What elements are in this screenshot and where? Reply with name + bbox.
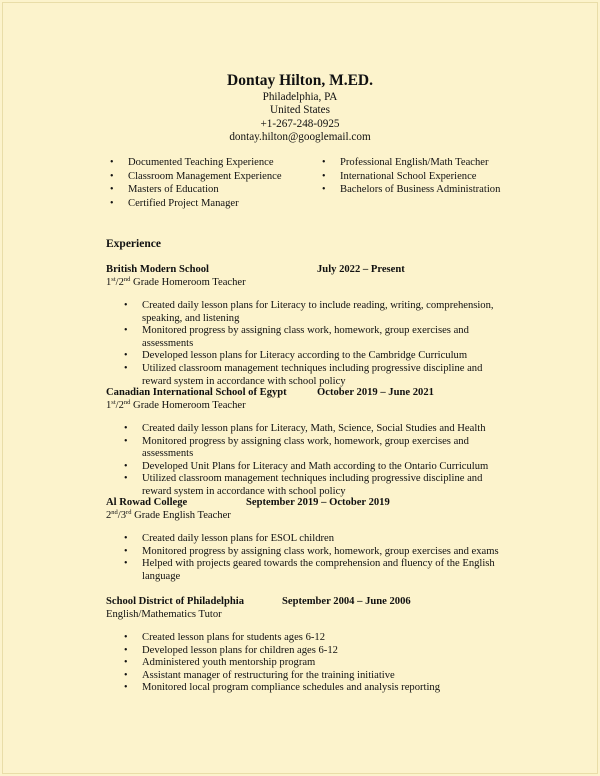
skill-item: • Documented Teaching Experience [110, 156, 310, 170]
duty-item: • Utilized classroom management techniques including progressive discipline and reward system in accordance with school policy [106, 473, 507, 498]
contact-email: dontay.hilton@googlemail.com [229, 130, 371, 143]
job-role: 2nd/3rd Grade English Teacher [106, 509, 231, 521]
duty-item: • Administered youth mentorship program [106, 657, 507, 670]
job-role: English/Mathematics Tutor [106, 609, 222, 620]
skill-item: • Bachelors of Business Administration [322, 183, 522, 197]
duty-item: • Helped with projects geared towards the comprehension and fluency of the English language [106, 558, 507, 583]
job-employer: Canadian International School of Egypt [106, 387, 287, 398]
job-entry [106, 386, 546, 499]
duty-item: • Created lesson plans for students ages 6-12 [106, 632, 507, 645]
skill-item: • Masters of Education [110, 183, 310, 197]
skills-list-right [322, 156, 522, 197]
job-duties [106, 533, 546, 583]
job-role: 1st/2nd Grade Homeroom Teacher [106, 276, 246, 288]
job-dates: July 2022 – Present [317, 264, 405, 275]
job-dates: October 2019 – June 2021 [317, 387, 434, 398]
duty-item: • Created daily lesson plans for ESOL children [106, 533, 507, 546]
duty-item: • Created daily lesson plans for Literacy to include reading, writing, comprehension, speaking, and listening [106, 300, 507, 325]
job-employer: British Modern School [106, 264, 209, 275]
job-entry [106, 263, 546, 388]
job-header [106, 263, 546, 276]
resume-header [0, 71, 600, 144]
job-dates: September 2004 – June 2006 [282, 596, 411, 607]
duty-item: • Utilized classroom management techniques including progressive discipline and reward system in accordance with school policy [106, 363, 507, 388]
job-duties [106, 300, 546, 388]
duty-item: • Monitored progress by assigning class work, homework, group exercises and exams [106, 546, 507, 559]
job-employer: Al Rowad College [106, 497, 188, 508]
contact-phone: +1-267-248-0925 [260, 117, 340, 130]
job-header [106, 386, 546, 399]
candidate-name: Dontay Hilton, M.ED. [227, 72, 373, 89]
duty-item: • Developed lesson plans for Literacy according to the Cambridge Curriculum [106, 350, 507, 363]
job-dates: September 2019 – October 2019 [246, 497, 390, 508]
duty-item: • Developed Unit Plans for Literacy and Math according to the Ontario Curriculum [106, 461, 507, 474]
duty-item: • Developed lesson plans for children ages 6-12 [106, 645, 507, 658]
experience-heading: Experience [106, 238, 161, 250]
contact-city: Philadelphia, PA [262, 91, 338, 103]
job-header [106, 595, 546, 608]
job-header [106, 496, 546, 509]
job-role: 1st/2nd Grade Homeroom Teacher [106, 399, 246, 411]
contact-country: United States [270, 104, 330, 117]
job-employer: School District of Philadelphia [106, 596, 245, 607]
skill-item: • Professional English/Math Teacher [322, 156, 522, 170]
job-duties [106, 632, 546, 695]
duty-item: • Monitored progress by assigning class work, homework, group exercises and assessments [106, 436, 507, 461]
job-entry [106, 595, 546, 695]
duty-item: • Created daily lesson plans for Literacy, Math, Science, Social Studies and Health [106, 423, 507, 436]
duty-item: • Monitored local program compliance schedules and analysis reporting [106, 682, 507, 695]
duty-item: • Monitored progress by assigning class work, homework, group exercises and assessments [106, 325, 507, 350]
skill-item: • International School Experience [322, 170, 522, 184]
job-entry [106, 496, 546, 583]
skill-item: • Certified Project Manager [110, 197, 310, 211]
job-duties [106, 423, 546, 499]
skills-list-left [110, 156, 310, 210]
duty-item: • Assistant manager of restructuring for the training initiative [106, 670, 507, 683]
skill-item: • Classroom Management Experience [110, 170, 310, 184]
